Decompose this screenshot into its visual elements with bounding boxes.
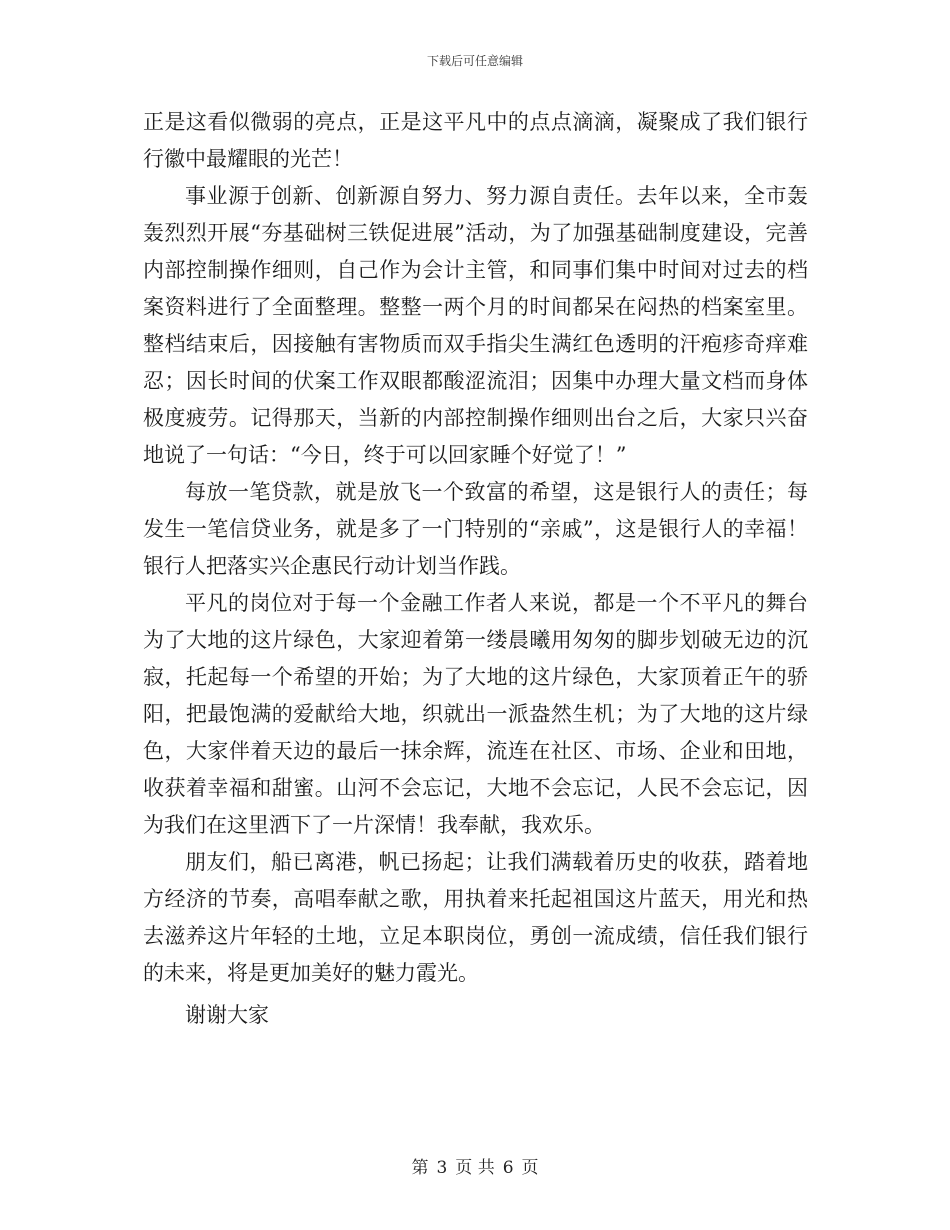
paragraph-1: 正是这看似微弱的亮点，正是这平凡中的点点滴滴，凝聚成了我们银行行徽中最耀眼的光芒！ bbox=[143, 110, 808, 171]
paragraph-3: 每放一笔贷款，就是放飞一个致富的希望，这是银行人的责任；每发生一笔信贷业务，就是多了一门特别的“亲戚”，这是银行人的幸福！银行人把落实兴企惠民行动计划当作践。 bbox=[143, 480, 808, 578]
footer-prefix: 第 bbox=[411, 1158, 429, 1178]
footer-suffix: 页 bbox=[521, 1158, 539, 1178]
total-pages-number: 6 bbox=[502, 1158, 514, 1178]
paragraph-4: 平凡的岗位对于每一个金融工作者人来说，都是一个不平凡的舞台为了大地的这片绿色，大家迎着第一缕晨曦用匆匆的脚步划破无边的沉寂，托起每一个希望的开始；为了大地的这片绿色，大家顶着正午的骄阳，把最饱满的爱献给大地，织就出一派盎然生机；为了大地的这片绿色，大家伴着天边的最后一抹余辉，流连在社区、市场、企业和田地，收获着幸福和甜蜜。山河不会忘记，大地不会忘记，人民不会忘记，因为我们在这里洒下了一片深情！我奉献，我欢乐。 bbox=[143, 591, 808, 837]
paragraph-5: 朋友们，船已离港，帆已扬起；让我们满载着历史的收获，踏着地方经济的节奏，高唱奉献之歌，用执着来托起祖国这片蓝天，用光和热去滋养这片年轻的土地，立足本职岗位，勇创一流成绩，信任我们银行的未来，将是更加美好的魅力霞光。 bbox=[143, 850, 808, 985]
footer-mid: 页 共 bbox=[455, 1158, 495, 1178]
page-footer bbox=[0, 1153, 950, 1178]
current-page-number: 3 bbox=[436, 1158, 448, 1178]
document-body bbox=[143, 104, 808, 1034]
paragraph-closing: 谢谢大家 bbox=[185, 1003, 269, 1027]
page-header: 下载后可任意编辑 bbox=[426, 54, 523, 68]
paragraph-2: 事业源于创新、创新源自努力、努力源自责任。去年以来，全市轰轰烈烈开展“夯基础树三铁促进展”活动，为了加强基础制度建设，完善内部控制操作细则，自己作为会计主管，和同事们集中时间对过去的档案资料进行了全面整理。整整一两个月的时间都呆在闷热的档案室里。整档结束后，因接触有害物质而双手指尖生满红色透明的汗疱疹奇痒难忍；因长时间的伏案工作双眼都酸涩流泪；因集中办理大量文档而身体极度疲劳。记得那天，当新的内部控制操作细则出台之后，大家只兴奋地说了一句话：“今日，终于可以回家睡个好觉了！” bbox=[143, 184, 808, 467]
